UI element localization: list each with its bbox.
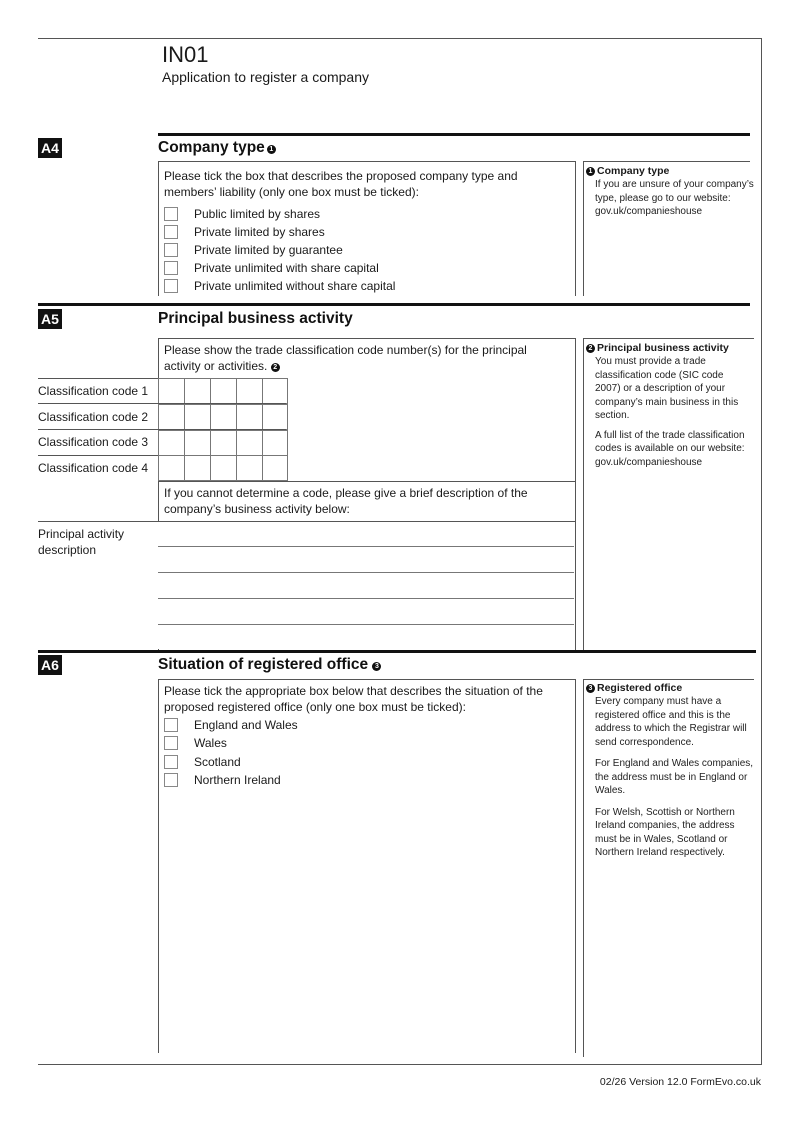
code-3-digit-2[interactable] — [184, 430, 212, 456]
checkbox-england-and-wales[interactable] — [164, 718, 178, 732]
bottom-rule — [38, 1064, 762, 1065]
a5-note-title: Principal business activity — [597, 342, 729, 354]
code-1-digit-1[interactable] — [158, 378, 186, 404]
a5-note — [586, 342, 751, 469]
a6-tag: A6 — [38, 655, 62, 675]
classification-code-1-label: Classification code 1 — [38, 384, 149, 398]
code-1-digit-5[interactable] — [262, 378, 288, 404]
a4-note-top — [583, 161, 750, 162]
code-3-digit-4[interactable] — [236, 430, 264, 456]
description-line-4[interactable] — [158, 599, 574, 625]
a5-instruction: Please show the trade classification code number(s) for the principal activity or activities. 2 — [164, 343, 527, 373]
a5-tag: A5 — [38, 309, 62, 329]
code-4-digit-2[interactable] — [184, 455, 212, 481]
a6-note-title: Registered office — [597, 682, 683, 694]
checkbox-private-limited-by-guarantee[interactable] — [164, 243, 178, 257]
code-2-digit-4[interactable] — [236, 404, 264, 430]
a5-rule — [38, 303, 750, 306]
a5-note-left — [583, 338, 584, 651]
code-4-digit-4[interactable] — [236, 455, 264, 481]
option-label: Private limited by shares — [194, 225, 325, 239]
checkbox-private-unlimited-without-share-capital[interactable] — [164, 279, 178, 293]
fallback-rule — [158, 481, 575, 482]
option-label: Private unlimited with share capital — [194, 261, 379, 275]
option-label: Private limited by guarantee — [194, 243, 343, 257]
a4-note-text: If you are unsure of your company’s type, please go to our website: gov.uk/companieshouse — [595, 179, 754, 217]
a4-box-left — [158, 161, 159, 296]
checkbox-private-limited-by-shares[interactable] — [164, 225, 178, 239]
a6-rule — [38, 650, 756, 653]
note-marker-2: 2 — [586, 344, 595, 353]
a5-note-top — [583, 338, 754, 339]
code-1-digit-4[interactable] — [236, 378, 264, 404]
footer-version: 02/26 Version 12.0 FormEvo.co.uk — [599, 1076, 761, 1088]
code-4-digit-1[interactable] — [158, 455, 186, 481]
a4-note — [586, 165, 756, 219]
a6-instruction: Please tick the appropriate box below that describes the situation of the proposed registered office (only one box must be ticked): — [164, 684, 543, 714]
note-marker-2: 2 — [271, 363, 280, 372]
a5-note-p1: You must provide a trade classification code (SIC code 2007) or a description of your company’s main business in this section. — [595, 356, 739, 421]
a6-box-top — [158, 679, 575, 680]
a4-title: Company type 1 — [158, 139, 278, 157]
description-line-2[interactable] — [158, 547, 574, 573]
option-label: Wales — [194, 736, 227, 750]
a5-box-top — [158, 338, 575, 339]
code-3-digit-5[interactable] — [262, 430, 288, 456]
a6-note-p3: For Welsh, Scottish or Northern Ireland companies, the address must be in Wales, Scotland or Northern Ireland respectively. — [595, 806, 735, 858]
code-2-digit-1[interactable] — [158, 404, 186, 430]
a6-note-p2: For England and Wales companies, the address must be in England or Wales. — [595, 758, 754, 796]
option-label: England and Wales — [194, 718, 298, 732]
option-label: Scotland — [194, 755, 241, 769]
a6-note-p1: Every company must have a registered office and this is the address to which the Registrar will send correspondence. — [595, 696, 747, 748]
a6-title: Situation of registered office 3 — [158, 656, 383, 674]
code-2-digit-3[interactable] — [210, 404, 238, 430]
a4-instruction: Please tick the box that describes the proposed company type and members’ liability (only one box must be ticked): — [164, 169, 518, 199]
code-2-digit-5[interactable] — [262, 404, 288, 430]
a5-note-p2: A full list of the trade classification codes is available on our website: gov.uk/companieshouse — [595, 429, 745, 468]
note-marker-1: 1 — [586, 167, 595, 176]
principal-activity-description-label: Principal activity description — [38, 527, 125, 557]
form-subtitle: Application to register a company — [162, 69, 369, 85]
note-marker-3: 3 — [372, 662, 381, 671]
a6-note-top — [583, 679, 754, 680]
a6-box-right — [575, 679, 576, 1053]
classification-code-3-label: Classification code 3 — [38, 435, 149, 449]
code-3-digit-1[interactable] — [158, 430, 186, 456]
description-line-1[interactable] — [158, 522, 574, 547]
a6-box-left — [158, 679, 159, 1053]
a5-fallback-instruction: If you cannot determine a code, please give a brief description of the company’s business activity below: — [164, 486, 528, 516]
top-rule — [38, 38, 762, 39]
a4-box-top — [158, 161, 575, 162]
classification-code-4-label: Classification code 4 — [38, 461, 149, 475]
right-rule — [761, 38, 762, 1065]
code-4-digit-5[interactable] — [262, 455, 288, 481]
a4-box-right — [575, 161, 576, 296]
description-line-5[interactable] — [158, 625, 574, 649]
code-3-digit-3[interactable] — [210, 430, 238, 456]
a4-tag: A4 — [38, 138, 62, 158]
a4-note-left — [583, 161, 584, 296]
checkbox-private-unlimited-with-share-capital[interactable] — [164, 261, 178, 275]
checkbox-public-limited-by-shares[interactable] — [164, 207, 178, 221]
form-code: IN01 — [162, 42, 209, 67]
code-1-digit-3[interactable] — [210, 378, 238, 404]
code-2-digit-2[interactable] — [184, 404, 212, 430]
code-4-digit-3[interactable] — [210, 455, 238, 481]
classification-code-2-label: Classification code 2 — [38, 410, 149, 424]
note-marker-1: 1 — [267, 145, 276, 154]
checkbox-scotland[interactable] — [164, 755, 178, 769]
a4-note-title: Company type — [597, 165, 670, 177]
a6-note-left — [583, 679, 584, 1057]
option-label: Private unlimited without share capital — [194, 279, 396, 293]
description-line-3[interactable] — [158, 573, 574, 599]
a5-title: Principal business activity — [158, 310, 353, 327]
option-label: Northern Ireland — [194, 773, 281, 787]
a4-rule — [158, 133, 750, 136]
a5-box-right — [575, 338, 576, 651]
option-label: Public limited by shares — [194, 207, 321, 221]
checkbox-wales[interactable] — [164, 736, 178, 750]
a6-note — [586, 682, 756, 860]
note-marker-3: 3 — [586, 684, 595, 693]
checkbox-northern-ireland[interactable] — [164, 773, 178, 787]
code-1-digit-2[interactable] — [184, 378, 212, 404]
